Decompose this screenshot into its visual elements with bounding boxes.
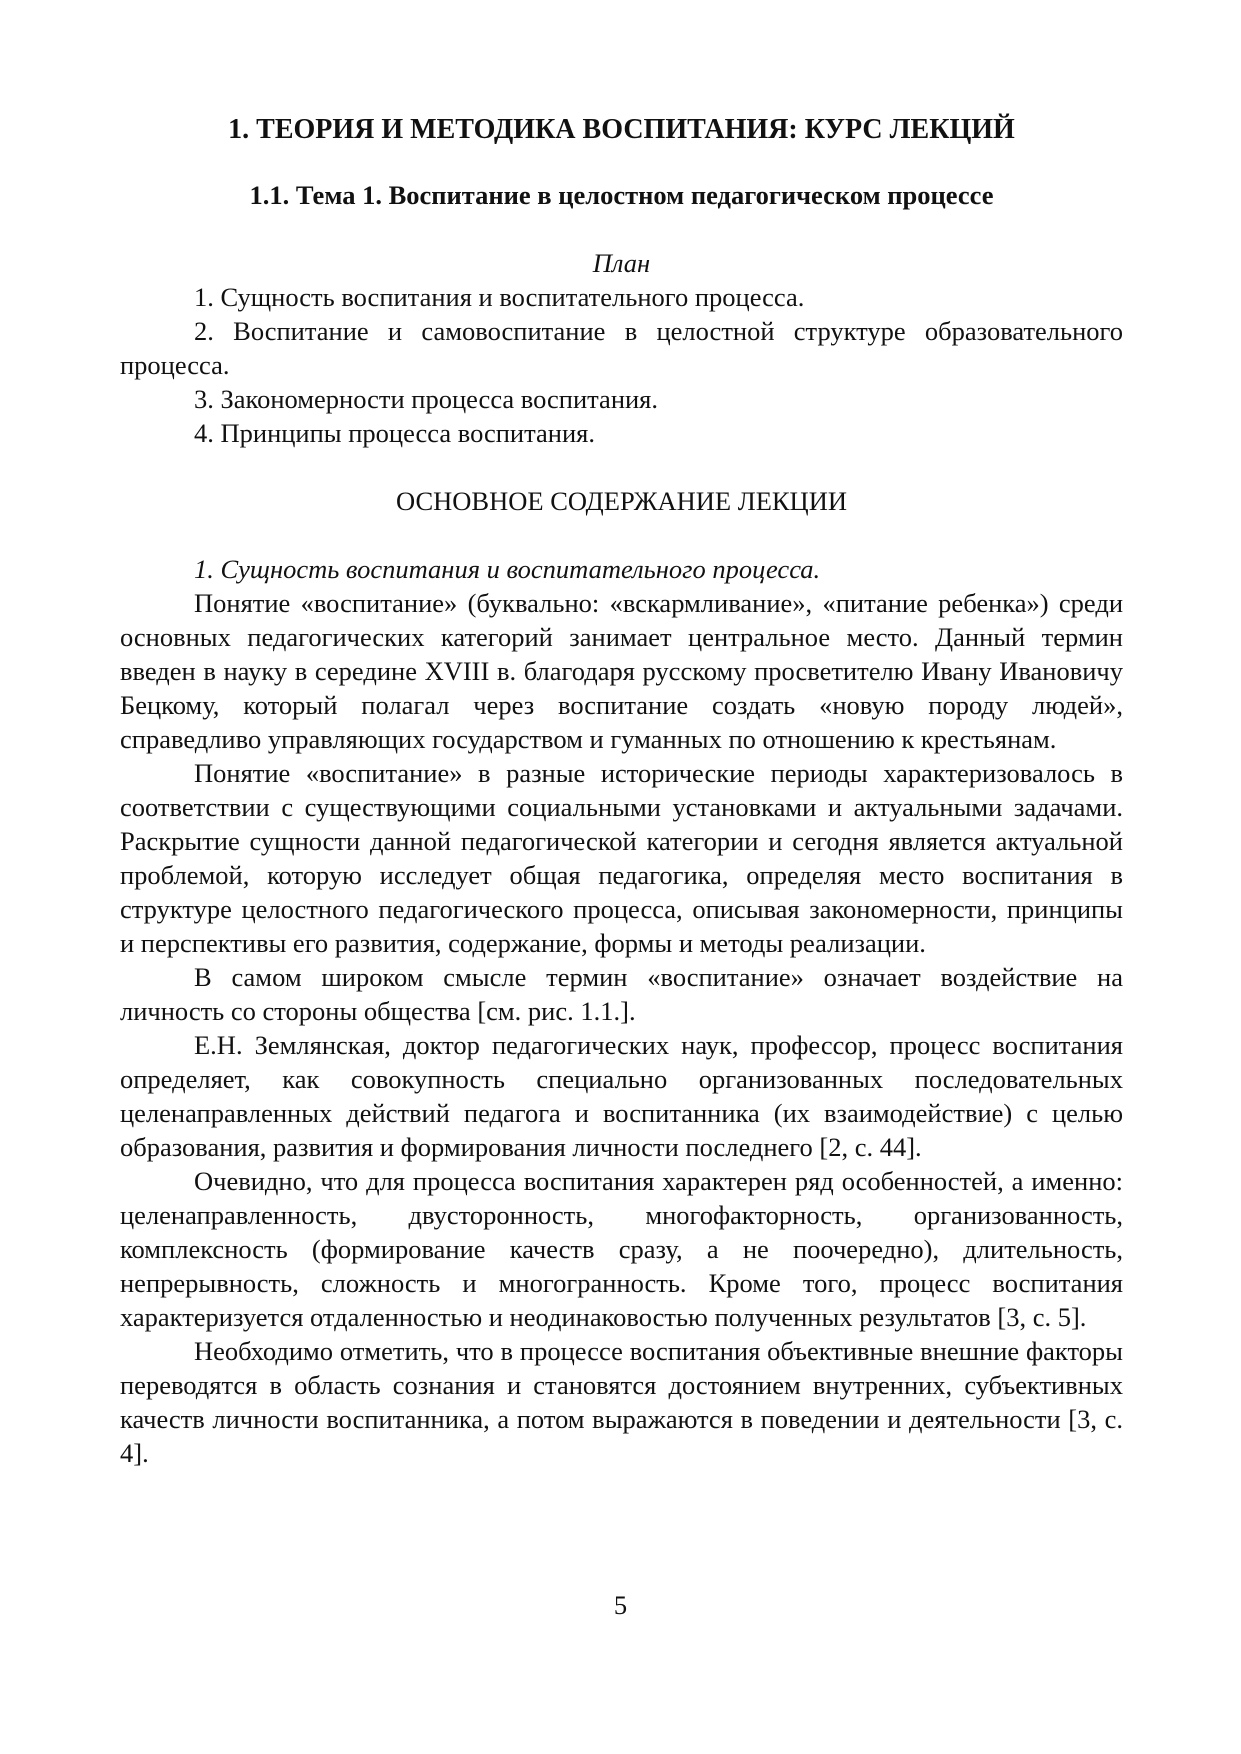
main-content-heading: ОСНОВНОЕ СОДЕРЖАНИЕ ЛЕКЦИИ <box>396 486 847 516</box>
plan-item: 1. Сущность воспитания и воспитательного процесса. <box>194 282 805 312</box>
body-paragraph: Очевидно, что для процесса воспитания характерен ряд особенностей, а именно: целенаправленность, двусторонность, многофакторность, организованность, комплексность (формирование качеств сразу, а не поочередно), длительность, непрерывность, сложность и многогранность. Кроме того, процесс воспитания характеризуется отдаленностью и неодинаковостью полученных результатов [3, с. 5]. <box>120 1166 1123 1332</box>
body-paragraph: Понятие «воспитание» (буквально: «вскармливание», «питание ребенка») среди основных педагогических категорий занимает центральное место. Данный термин введен в науку в середине XVIII в. благодаря русскому просветителю Ивану Ивановичу Бецкому, который полагал через воспитание создать «новую породу людей», справедливо управляющих государством и гуманных по отношению к крестьянам. <box>120 588 1123 754</box>
plan-list <box>120 280 1123 450</box>
page-number: 5 <box>613 1590 628 1620</box>
subsection-heading: 1. Сущность воспитания и воспитательного процесса. <box>194 554 821 584</box>
body-paragraph: Е.Н. Землянская, доктор педагогических наук, профессор, процесс воспитания определяет, как совокупность специально организованных последовательных целенаправленных действий педагога и воспитанника (их взаимодействие) с целью образования, развития и формирования личности последнего [2, с. 44]. <box>120 1030 1123 1162</box>
body-paragraph: Необходимо отметить, что в процессе воспитания объективные внешние факторы переводятся в область сознания и становятся достоянием внутренних, субъективных качеств личности воспитанника, а потом выражаются в поведении и деятельности [3, с. 4]. <box>120 1336 1123 1468</box>
plan-heading: План <box>592 248 651 278</box>
body-paragraph: В самом широком смысле термин «воспитание» означает воздействие на личность со стороны общества [см. рис. 1.1.]. <box>120 962 1123 1026</box>
body-paragraph: Понятие «воспитание» в разные исторические периоды характеризовалось в соответствии с существующими социальными установками и актуальными задачами. Раскрытие сущности данной педагогической категории и сегодня является актуальной проблемой, которую исследует общая педагогика, определяя место воспитания в структуре целостного педагогического процесса, описывая закономерности, принципы и перспективы его развития, содержание, формы и методы реализации. <box>120 758 1123 958</box>
chapter-title: 1. ТЕОРИЯ И МЕТОДИКА ВОСПИТАНИЯ: КУРС ЛЕКЦИЙ <box>228 114 1015 145</box>
plan-item: 4. Принципы процесса воспитания. <box>194 418 595 448</box>
plan-item: 2. Воспитание и самовоспитание в целостной структуре образовательного процесса. <box>120 316 1123 380</box>
section-title: 1.1. Тема 1. Воспитание в целостном педагогическом процессе <box>249 180 994 210</box>
plan-item: 3. Закономерности процесса воспитания. <box>194 384 658 414</box>
document-page <box>120 112 1123 1470</box>
